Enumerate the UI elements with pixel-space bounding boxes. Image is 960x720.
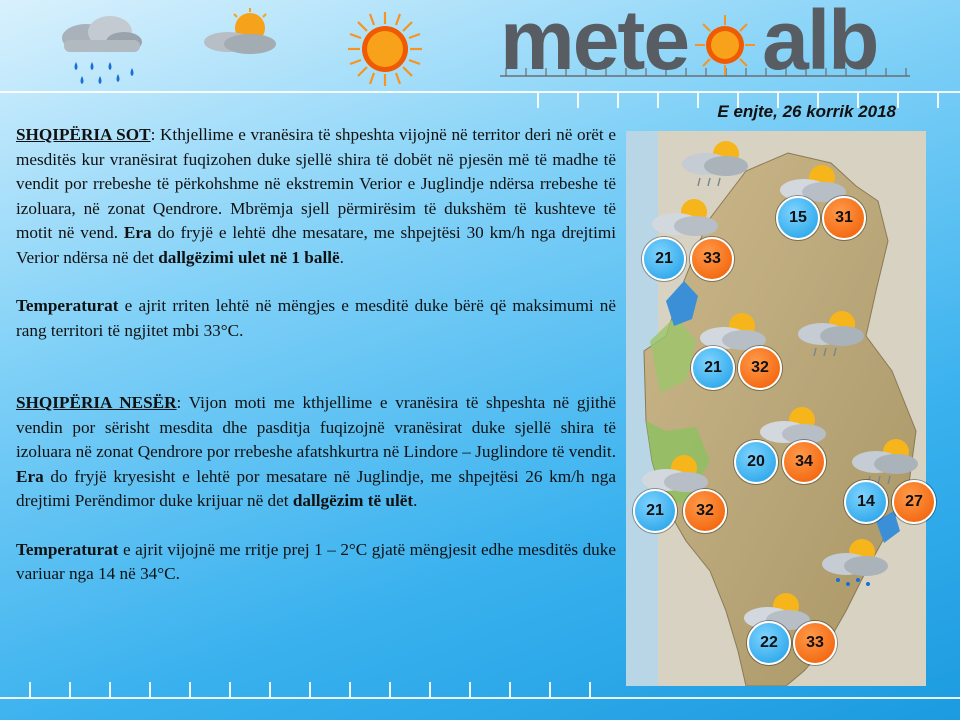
min-temp-badge: 22 — [747, 621, 791, 665]
min-temp-badge: 20 — [734, 440, 778, 484]
rain-cloud-icon — [52, 8, 148, 92]
max-temp-badge: 32 — [738, 346, 782, 390]
min-temp-badge: 21 — [642, 237, 686, 281]
tomorrow-sea-end: . — [413, 491, 418, 510]
tomorrow-sea-state: dallgëzim të ulët — [292, 491, 414, 510]
tomorrow-temp-text: e ajrit vijojnë me rritje prej 1 – 2°C gjatë mëngjesit edhe mesditës duke variuar nga 14 në 34°C. — [16, 539, 616, 583]
min-temp-badge: 21 — [633, 489, 677, 533]
today-temp-label: Temperaturat — [16, 296, 119, 315]
partly-cloudy-icon — [196, 8, 286, 56]
partly-cloudy-icon — [650, 196, 720, 242]
tomorrow-paragraph — [16, 391, 616, 514]
rain-cloud-icon — [818, 538, 890, 590]
sun-icon — [346, 10, 424, 88]
forecast-date: E enjte, 26 korrik 2018 — [717, 102, 896, 121]
tomorrow-temperature-paragraph — [16, 538, 616, 587]
min-temp-badge: 21 — [691, 346, 735, 390]
max-temp-badge: 31 — [822, 196, 866, 240]
tomorrow-wind-label: Era — [16, 466, 44, 486]
today-paragraph — [16, 123, 616, 270]
logo-sun-icon — [688, 15, 762, 75]
today-sea-end: . — [339, 247, 344, 267]
meteoalb-logo — [500, 0, 878, 87]
today-temperature-paragraph — [16, 294, 616, 343]
logo-text-right: alb — [762, 0, 878, 87]
tomorrow-temp-label: Temperaturat — [16, 539, 119, 559]
rain-cloud-icon — [678, 138, 750, 190]
max-temp-badge: 32 — [683, 489, 727, 533]
forecast-text — [16, 123, 616, 587]
tomorrow-wind-text: do fryjë kryesisht e lehtë por mesatare në Juglindje, me shpejtësi 26 km/h nga drejtimi Perëndimor duke krijuar në det — [16, 466, 616, 510]
tomorrow-summary: : Vijon moti me kthjellime e vranësira të shpeshta në gjithë vendin por sërisht mesdita dhe pasditja fuqizojnë vranësirat duke sjellë shira të izoluara në zonat Qendrore por rrebeshe afatshkurtra në Lindore – Juglindore të vendit. — [16, 393, 617, 461]
max-temp-badge: 33 — [793, 621, 837, 665]
tomorrow-heading: SHQIPËRIA NESËR — [16, 393, 177, 412]
today-sea-state: dallgëzimi ulet në 1 ballë — [158, 247, 340, 267]
rain-cloud-icon — [794, 308, 866, 360]
today-wind-text: do fryjë e lehtë dhe mesatare, me shpejtësi 30 km/h nga drejtimi Verior ndërsa në det — [16, 223, 616, 267]
today-heading: SHQIPËRIA SOT — [16, 125, 151, 144]
max-temp-badge: 27 — [892, 480, 936, 524]
today-wind-label: Era — [123, 223, 152, 242]
today-temp-text: e ajrit rriten lehtë në mëngjes e mesditë duke bërë që maksimumi në rang territori të ngjitet mbi 33°C. — [16, 296, 616, 340]
max-temp-badge: 34 — [782, 440, 826, 484]
logo-text-left: mete — [500, 0, 689, 87]
max-temp-badge: 33 — [690, 237, 734, 281]
min-temp-badge: 14 — [844, 480, 888, 524]
today-summary: : Kthjellime e vranësira të shpeshta vijojnë në territor deri në orët e mesditës kur vranësirat fuqizohen duke sjellë shira të dobët në pjesën më të madhe të vendit por rrebeshe të përkohshme në ekstremin Verior e Juglindje ndërsa rrebeshe të izoluara, në zonat Qendrore. Mbrëmja sjell përmirësim të dukshëm të kushteve të motit në vend. — [16, 125, 617, 242]
min-temp-badge: 15 — [776, 196, 820, 240]
